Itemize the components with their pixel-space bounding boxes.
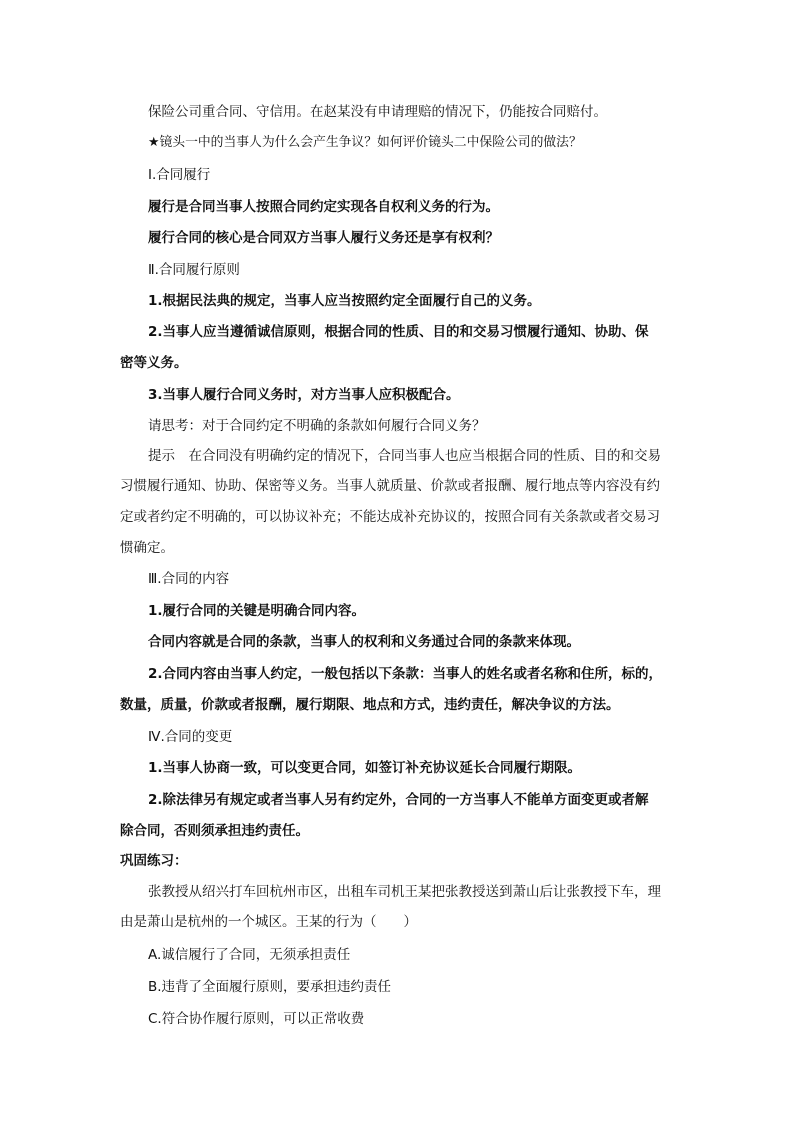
hint-line3: 定或者约定不明确的，可以协议补充；不能达成补充协议的，按照合同有关条款或者交易习 xyxy=(120,509,660,525)
option-a: A.诚信履行了合同，无须承担责任 xyxy=(148,947,351,963)
section1-line2: 履行合同的核心是合同双方当事人履行义务还是享有权利？ xyxy=(148,230,499,246)
section3-item2-line2: 数量，质量，价款或者报酬，履行期限、地点和方式，违约责任，解决争议的方法。 xyxy=(120,697,620,713)
section4-heading: Ⅳ.合同的变更 xyxy=(148,729,233,745)
section3-item2-line1: 2.合同内容由当事人约定，一般包括以下条款：当事人的姓名或者名称和住所，标的， xyxy=(148,666,663,682)
option-b: B.违背了全面履行原则，要承担违约责任 xyxy=(148,979,392,995)
section1-line1: 履行是合同当事人按照合同约定实现各自权利义务的行为。 xyxy=(148,199,499,215)
hint-line1: 提示 在合同没有明确约定的情况下，合同当事人也应当根据合同的性质、目的和交易 xyxy=(148,448,661,464)
section4-item2-line1: 2.除法律另有规定或者当事人另有约定外，合同的一方当事人不能单方面变更或者解 xyxy=(148,792,649,808)
section4-item1: 1.当事人协商一致，可以变更合同，如签订补充协议延长合同履行期限。 xyxy=(148,760,582,776)
exercise-question-line2: 由是萧山是杭州的一个城区。王某的行为（ ） xyxy=(120,914,417,930)
section2-heading: Ⅱ.合同履行原则 xyxy=(148,262,240,278)
section1-heading: Ⅰ.合同履行 xyxy=(148,167,211,183)
think-line: 请思考：对于合同约定不明确的条款如何履行合同义务？ xyxy=(148,418,486,434)
section2-item2-line1: 2.当事人应当遵循诚信原则，根据合同的性质、目的和交易习惯履行通知、协助、保 xyxy=(148,324,649,340)
section3-heading: Ⅲ.合同的内容 xyxy=(148,571,230,587)
hint-line4: 惯确定。 xyxy=(120,540,174,556)
option-c: C.符合协作履行原则，可以正常收费 xyxy=(148,1011,365,1027)
exercise-question-line1: 张教授从绍兴打车回杭州市区，出租车司机王某把张教授送到萧山后让张教授下车，理 xyxy=(148,884,661,900)
section3-item1: 1.履行合同的关键是明确合同内容。 xyxy=(148,603,366,619)
section2-item3: 3.当事人履行合同义务时，对方当事人应积极配合。 xyxy=(148,387,460,403)
intro-line: 保险公司重合同、守信用。在赵某没有申请理赔的情况下，仍能按合同赔付。 xyxy=(148,104,607,120)
section2-item1: 1.根据民法典的规定，当事人应当按照约定全面履行自己的义务。 xyxy=(148,293,541,309)
question-line: ★镜头一中的当事人为什么会产生争议？如何评价镜头二中保险公司的做法？ xyxy=(148,135,582,150)
section3-line1: 合同内容就是合同的条款，当事人的权利和义务通过合同的条款来体现。 xyxy=(148,634,580,650)
exercise-heading: 巩固练习： xyxy=(120,853,188,869)
hint-line2: 习惯履行通知、协助、保密等义务。当事人就质量、价款或者报酬、履行地点等内容没有约 xyxy=(120,478,660,494)
section2-item2-line2: 密等义务。 xyxy=(120,355,188,371)
section4-item2-line2: 除合同，否则须承担违约责任。 xyxy=(120,823,309,839)
